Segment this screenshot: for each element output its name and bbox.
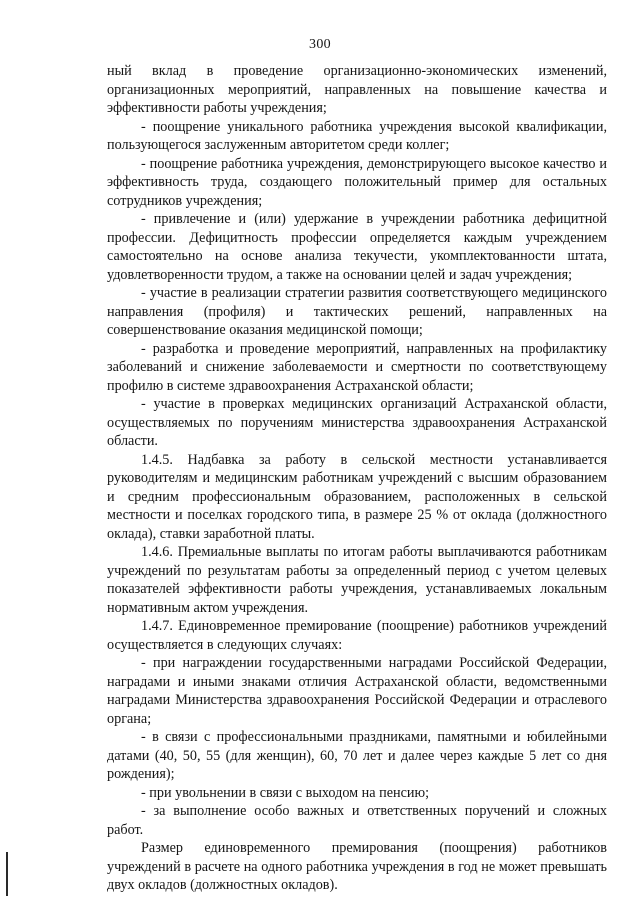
paragraph: - поощрение уникального работника учреждения высокой квалификации, пользующегося заслуженным авторитетом среди коллег; <box>107 118 607 153</box>
paragraph: - участие в реализации стратегии развития соответствующего медицинского направления (профиля) и тактических решений, направленных на совершенствование оказания медицинской помощи; <box>107 285 607 338</box>
paragraph: 1.4.7. Единовременное премирование (поощрение) работников учреждений осуществляется в следующих случаях: <box>107 618 607 653</box>
scan-edge-mark <box>6 852 8 896</box>
page-number: 300 <box>309 37 331 52</box>
paragraph: - привлечение и (или) удержание в учреждении работника дефицитной профессии. Дефицитность профессии определяется каждым учреждением самостоятельно на основе анализа текучести, укомплектованности штата, удовлетворенности трудом, а также на основании целей и задач учреждения; <box>107 211 607 283</box>
paragraph: - за выполнение особо важных и ответственных поручений и сложных работ. <box>107 803 607 838</box>
paragraph: Размер единовременного премирования (поощрения) работников учреждений в расчете на одного работника учреждения в год не может превышать двух окладов (должностных окладов). <box>107 840 607 893</box>
paragraph: 1.4.6. Премиальные выплаты по итогам работы выплачиваются работникам учреждений по результатам работы за определенный период с учетом целевых показателей эффективности работы учреждения, устанавливаемых локальным нормативным актом учреждения. <box>107 544 607 616</box>
paragraph: - при увольнении в связи с выходом на пенсию; <box>141 784 430 801</box>
paragraph: ный вклад в проведение организационно-экономических изменений, организационных мероприятий, направленных на повышение качества и эффективности работы учреждения; <box>107 63 607 116</box>
paragraph: - в связи с профессиональными праздниками, памятными и юбилейными датами (40, 50, 55 (для женщин), 60, 70 лет и далее через каждые 5 лет со дня рождения); <box>107 729 607 782</box>
document-body <box>107 62 607 895</box>
paragraph: - разработка и проведение мероприятий, направленных на профилактику заболеваний и снижение заболеваемости и смертности по соответствующему профилю в системе здравоохранения Астраханской области; <box>107 340 607 394</box>
paragraph: 1.4.5. Надбавка за работу в сельской местности устанавливается руководителям и медицинским работникам учреждений с высшим образованием и средним профессиональным образованием, расположенных в сельской местности и поселках городского типа, в размере 25 % от оклада (должностного оклада), ставки заработной платы. <box>107 451 607 542</box>
paragraph: - участие в проверках медицинских организаций Астраханской области, осуществляемых по поручениям министерства здравоохранения Астраханской области. <box>107 396 607 449</box>
paragraph: - поощрение работника учреждения, демонстрирующего высокое качество и эффективность труда, создающего положительный пример для остальных сотрудников учреждения; <box>107 155 607 209</box>
paragraph: - при награждении государственными наградами Российской Федерации, наградами и иными знаками отличия Астраханской области, ведомственными наградами Министерства здравоохранения Российской Федерации и отраслевого органа; <box>107 655 607 727</box>
